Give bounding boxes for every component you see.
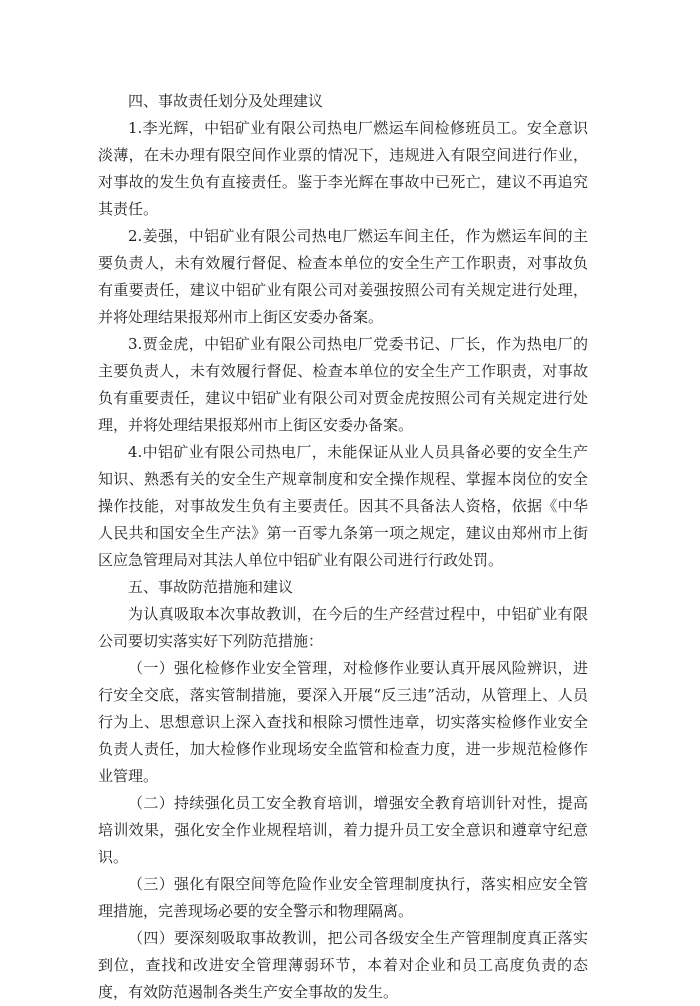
- section-heading-responsibility: 四、事故责任划分及处理建议: [128, 92, 324, 110]
- section-heading-prevention: 五、事故防范措施和建议: [128, 578, 294, 596]
- document-page: [98, 88, 588, 1006]
- prevention-measure-2: （二）持续强化员工安全教育培训，增强安全教育培训针对性，提高培训效果，强化安全作业规程培训，着力提升员工安全意识和遵章守纪意识。: [98, 794, 588, 866]
- prevention-measure-3: （三）强化有限空间等危险作业安全管理制度执行，落实相应安全管理措施，完善现场必要的安全警示和物理隔离。: [98, 875, 588, 920]
- responsibility-item-3: 3.贾金虎，中铝矿业有限公司热电厂党委书记、厂长，作为热电厂的主要负责人，未有效履行督促、检查本单位的安全生产工作职责，对事故负有重要责任，建议中铝矿业有限公司对贾金虎按照公司有关规定进行处理，并将处理结果报郑州市上街区安委办备案。: [98, 335, 588, 434]
- responsibility-item-4: 4.中铝矿业有限公司热电厂，未能保证从业人员具备必要的安全生产知识、熟悉有关的安全生产规章制度和安全操作规程、掌握本岗位的安全操作技能，对事故发生负有主要责任。因其不具备法人资格，依据《中华人民共和国安全生产法》第一百零九条第一项之规定，建议由郑州市上街区应急管理局对其法人单位中铝矿业有限公司进行行政处罚。: [98, 443, 588, 569]
- prevention-measure-4: （四）要深刻吸取事故教训，把公司各级安全生产管理制度真正落实到位，查找和改进安全管理薄弱环节，本着对企业和员工高度负责的态度，有效防范遏制各类生产安全事故的发生。: [98, 929, 588, 1001]
- responsibility-item-2: 2.姜强，中铝矿业有限公司热电厂燃运车间主任，作为燃运车间的主要负责人，未有效履行督促、检查本单位的安全生产工作职责，对事故负有重要责任，建议中铝矿业有限公司对姜强按照公司有关规定进行处理，并将处理结果报郑州市上街区安委办备案。: [98, 227, 588, 326]
- responsibility-item-1: 1.李光辉，中铝矿业有限公司热电厂燃运车间检修班员工。安全意识淡薄，在未办理有限空间作业票的情况下，违规进入有限空间进行作业，对事故的发生负有直接责任。鉴于李光辉在事故中已死亡，建议不再追究其责任。: [98, 119, 588, 218]
- prevention-intro: 为认真吸取本次事故教训，在今后的生产经营过程中，中铝矿业有限公司要切实落实好下列防范措施：: [98, 605, 588, 650]
- prevention-measure-1: （一）强化检修作业安全管理，对检修作业要认真开展风险辨识，进行安全交底，落实管制措施，要深入开展“反三违”活动，从管理上、人员行为上、思想意识上深入查找和根除习惯性违章，切实落实检修作业安全负责人责任，加大检修作业现场安全监管和检查力度，进一步规范检修作业管理。: [98, 659, 588, 785]
